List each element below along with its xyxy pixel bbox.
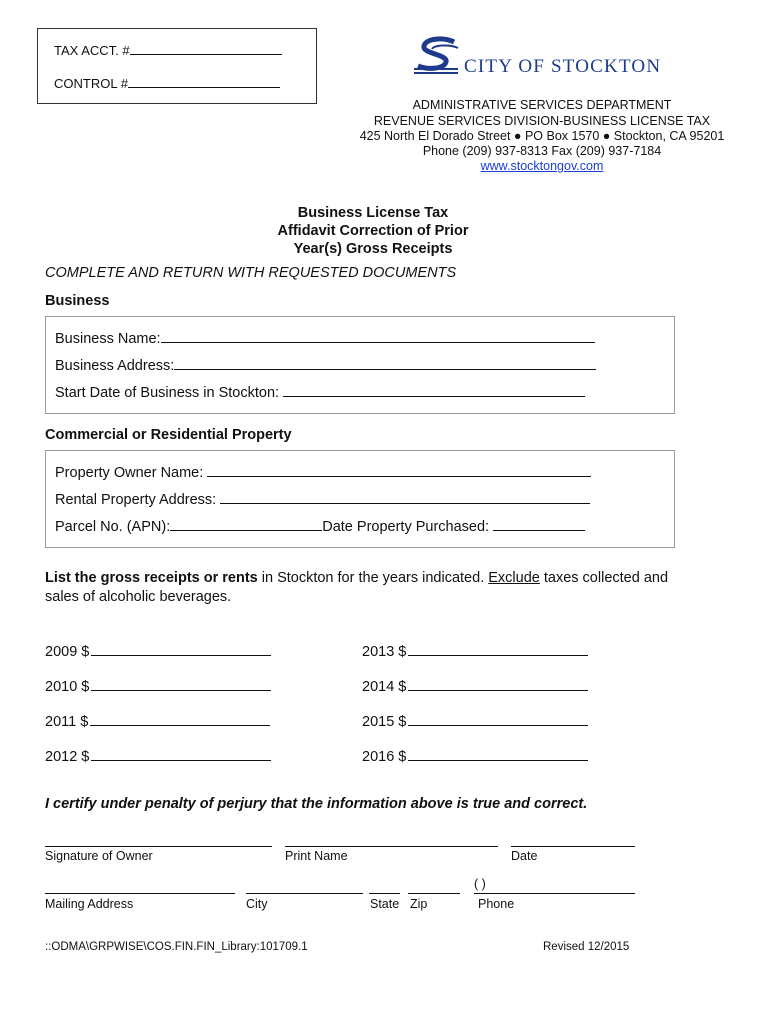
year-label: 2016 $ <box>362 749 407 765</box>
control-label: CONTROL # <box>54 76 128 91</box>
date-purchased-field[interactable] <box>493 517 585 531</box>
year-amount-field[interactable] <box>408 747 588 761</box>
signature-line[interactable] <box>45 846 272 847</box>
business-name-field[interactable] <box>161 329 595 343</box>
control-field[interactable] <box>128 74 280 88</box>
account-box <box>37 28 317 104</box>
dept-line-1: ADMINISTRATIVE SERVICES DEPARTMENT <box>412 98 672 112</box>
gross-text-b: taxes collected and sales of alcoholic beverages. <box>45 570 669 605</box>
dept-website-row <box>344 159 740 173</box>
business-address-row <box>55 356 596 374</box>
state-label: State <box>370 897 400 911</box>
gross-receipts-instructions <box>45 569 685 607</box>
phone-area-parens: ( ) <box>474 877 486 891</box>
year-row-2013 <box>362 642 588 660</box>
year-row-2014 <box>362 677 588 695</box>
business-address-field[interactable] <box>174 356 596 370</box>
year-row-2015 <box>362 712 588 730</box>
mailing-address-label: Mailing Address <box>45 897 134 911</box>
start-date-field[interactable] <box>283 383 585 397</box>
business-heading: Business <box>45 293 110 309</box>
owner-field[interactable] <box>207 463 591 477</box>
year-row-2016 <box>362 747 588 765</box>
website-link[interactable]: www.stocktongov.com <box>480 159 604 173</box>
title-line-1: Business License Tax <box>297 205 449 221</box>
city-logo <box>414 36 694 76</box>
footer-document-path: ::ODMA\GRPWISE\COS.FIN.FIN_Library:101709.1 <box>45 941 308 953</box>
year-amount-field[interactable] <box>408 642 588 656</box>
dept-address: 425 North El Dorado Street ● PO Box 1570 ● Stockton, CA 95201 <box>359 129 725 143</box>
year-label: 2013 $ <box>362 644 407 660</box>
instructions: COMPLETE AND RETURN WITH REQUESTED DOCUMENTS <box>45 265 457 281</box>
year-row-2011 <box>45 712 270 730</box>
owner-label: Property Owner Name: <box>55 465 204 481</box>
parcel-field[interactable] <box>170 517 322 531</box>
date-line[interactable] <box>511 846 635 847</box>
print-name-label: Print Name <box>285 849 348 863</box>
tax-acct-label: TAX ACCT. # <box>54 43 130 58</box>
year-row-2009 <box>45 642 271 660</box>
owner-row <box>55 463 591 481</box>
parcel-row <box>55 517 585 535</box>
property-heading: Commercial or Residential Property <box>45 427 292 443</box>
zip-label: Zip <box>410 897 428 911</box>
dept-line-2: REVENUE SERVICES DIVISION-BUSINESS LICENSE TAX <box>373 114 711 128</box>
phone-line[interactable] <box>474 893 635 894</box>
signature-label: Signature of Owner <box>45 849 153 863</box>
rental-field[interactable] <box>220 490 590 504</box>
year-label: 2015 $ <box>362 714 407 730</box>
title-line-3: Year(s) Gross Receipts <box>293 241 453 257</box>
date-label: Date <box>511 849 538 863</box>
print-name-line[interactable] <box>285 846 498 847</box>
city-line[interactable] <box>246 893 363 894</box>
year-amount-field[interactable] <box>91 747 271 761</box>
year-row-2010 <box>45 677 271 695</box>
zip-line[interactable] <box>408 893 460 894</box>
state-line[interactable] <box>369 893 400 894</box>
year-label: 2009 $ <box>45 644 90 660</box>
year-label: 2012 $ <box>45 749 90 765</box>
tax-acct-field[interactable] <box>130 41 282 55</box>
certification-statement: I certify under penalty of perjury that the information above is true and correct. <box>45 796 588 812</box>
year-amount-field[interactable] <box>408 677 588 691</box>
year-row-2012 <box>45 747 271 765</box>
start-date-row <box>55 383 585 401</box>
business-name-row <box>55 329 595 347</box>
business-address-label: Business Address: <box>55 358 175 374</box>
year-amount-field[interactable] <box>408 712 588 726</box>
year-amount-field[interactable] <box>91 677 271 691</box>
start-date-label: Start Date of Business in Stockton: <box>55 385 280 401</box>
tax-acct-row <box>54 41 282 58</box>
logo-text: CITY OF STOCKTON <box>464 56 662 77</box>
year-label: 2011 $ <box>45 714 89 730</box>
year-label: 2010 $ <box>45 679 90 695</box>
business-name-label: Business Name: <box>55 331 161 347</box>
gross-lead: List the gross receipts or rents <box>45 570 258 586</box>
title-line-2: Affidavit Correction of Prior <box>277 223 469 239</box>
year-label: 2014 $ <box>362 679 407 695</box>
control-row <box>54 74 280 91</box>
footer-revised: Revised 12/2015 <box>543 941 630 953</box>
year-amount-field[interactable] <box>90 712 270 726</box>
stockton-s-logo-icon <box>414 36 462 76</box>
parcel-label: Parcel No. (APN): <box>55 519 171 535</box>
year-amount-field[interactable] <box>91 642 271 656</box>
rental-label: Rental Property Address: <box>55 492 217 508</box>
gross-exclude: Exclude <box>488 570 540 586</box>
phone-label: Phone <box>478 897 515 911</box>
mailing-address-line[interactable] <box>45 893 235 894</box>
rental-row <box>55 490 590 508</box>
date-purchased-label: Date Property Purchased: <box>322 519 490 535</box>
gross-text-a: in Stockton for the years indicated. <box>257 570 489 586</box>
city-label: City <box>246 897 268 911</box>
dept-phone: Phone (209) 937-8313 Fax (209) 937-7184 <box>422 144 662 158</box>
